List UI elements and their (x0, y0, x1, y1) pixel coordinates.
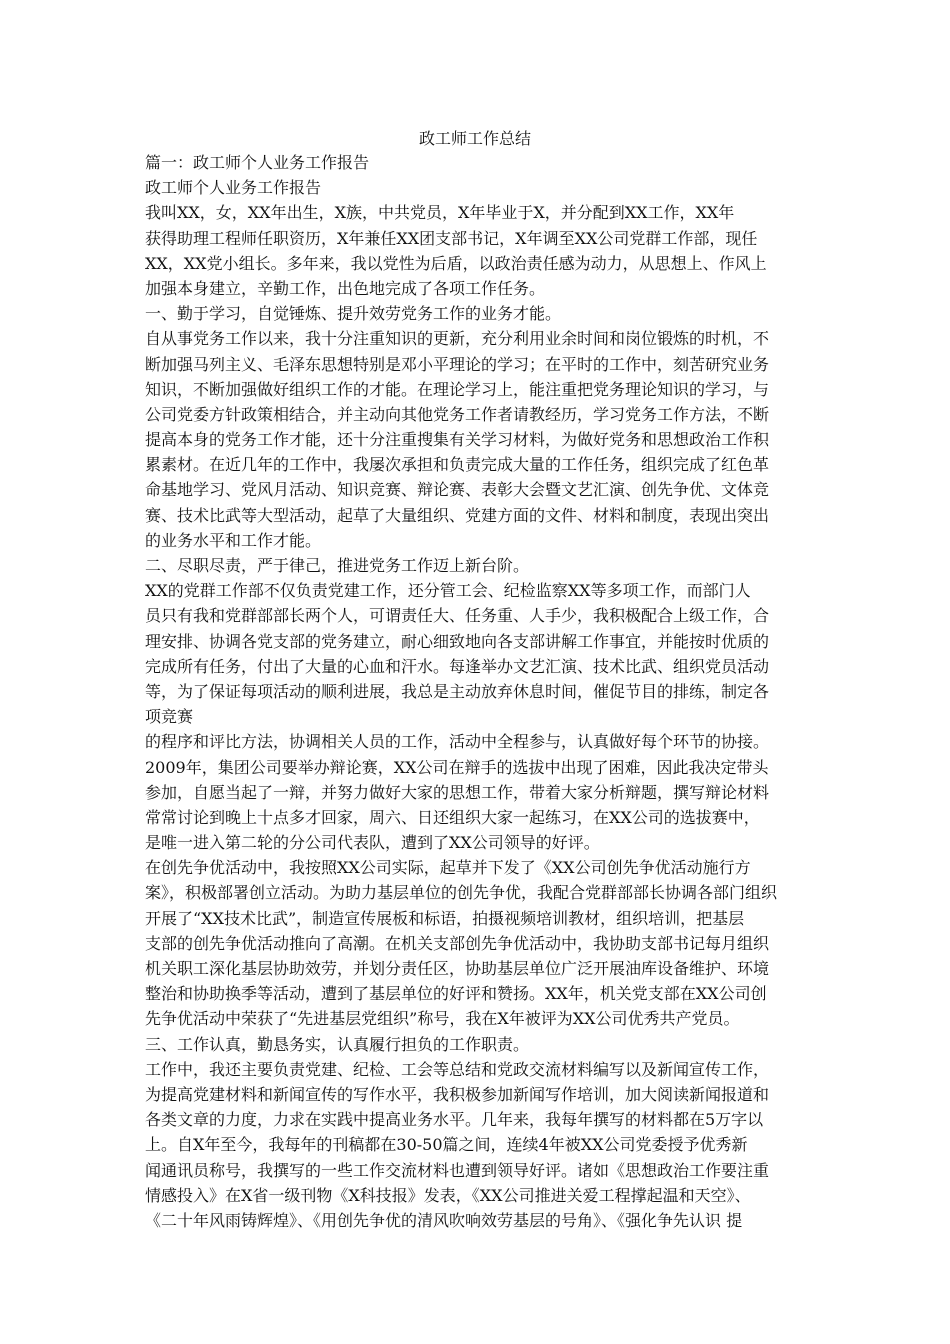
text-line: 命基地学习、党风月活动、知识竞赛、辩论赛、表彰大会暨文艺汇演、创先争优、文体竞 (145, 480, 770, 500)
text-line: XX，XX党小组长。多年来，我以党性为后盾，以政治责任感为动力，从思想上、作风上 (145, 253, 767, 273)
text-line: 断加强马列主义、毛泽东思想特别是邓小平理论的学习；在平时的工作中，刻苦研究业务 (145, 354, 770, 374)
text-line: 公司党委方针政策相结合，并主动向其他党务工作者请教经历，学习党务工作方法，不断 (145, 404, 770, 424)
text-line: XX的党群工作部不仅负责党建工作，还分管工会、纪检监察XX等多项工作，而部门人 (145, 581, 751, 601)
text-line: 各类文章的力度，力求在实践中提高业务水平。几年来，我每年撰写的材料都在5万字以 (145, 1110, 764, 1130)
text-line: 二、尽职尽责，严于律己，推进党务工作迈上新台阶。 (145, 556, 530, 575)
text-line: 累素材。在近几年的工作中，我屡次承担和负责完成大量的工作任务，组织完成了红色革 (145, 455, 770, 475)
text-line: 开展了“XX技术比武”，制造宣传展板和标语，拍摄视频培训教材，组织培训，把基层 (145, 908, 745, 928)
text-line: 加强本身建立，辛勤工作，出色地完成了各项工作任务。 (145, 278, 546, 298)
text-line: 项竞赛 (145, 707, 194, 727)
text-line: 上。自X年至今，我每年的刊稿都在30-50篇之间，连续4年被XX公司党委授予优秀新 (145, 1135, 748, 1155)
text-line: 获得助理工程师任职资历，X年兼任XX团支部书记，X年调至XX公司党群工作部，现任 (145, 228, 758, 248)
text-line: 政工师个人业务工作报告 (145, 178, 322, 198)
text-line: 提高本身的党务工作才能，还十分注重搜集有关学习材料，为做好党务和思想政治工作积 (145, 430, 770, 450)
document-body (145, 150, 810, 1233)
text-line: 自从事党务工作以来，我十分注重知识的更新，充分利用业余时间和岗位锻炼的时机，不 (145, 329, 770, 349)
text-line: 常常讨论到晚上十点多才回家，周六、日还组织大家一起练习，在XX公司的选拔赛中， (145, 807, 760, 827)
text-line: 三、工作认真，勤恳务实，认真履行担负的工作职责。 (145, 1034, 530, 1054)
text-line: 整治和协助换季等活动，遭到了基层单位的好评和赞扬。XX年，机关党支部在XX公司创 (145, 984, 767, 1004)
text-line: 参加，自愿当起了一辩，并努力做好大家的思想工作，带着大家分析辩题，撰写辩论材料 (145, 782, 770, 802)
text-line: 为提高党建材料和新闻宣传的写作水平，我积极参加新闻写作培训，加大阅读新闻报道和 (145, 1084, 770, 1104)
text-line: 我叫XX，女，XX年出生，X族，中共党员，X年毕业于X，并分配到XX工作，XX年 (145, 203, 735, 223)
text-line: 是唯一进入第二轮的分公司代表队，遭到了XX公司领导的好评。 (145, 833, 600, 853)
document-title: 政工师工作总结 (418, 129, 531, 148)
text-line: 2009年，集团公司要举办辩论赛，XX公司在辩手的选拔中出现了困难，因此我决定带头 (145, 757, 769, 777)
text-line: 的业务水平和工作才能。 (145, 530, 322, 550)
text-line: 员只有我和党群部部长两个人，可谓责任大、任务重、人手少，我积极配合上级工作，合 (145, 606, 770, 626)
text-line: 知识，不断加强做好组织工作的才能。在理论学习上，能注重把党务理论知识的学习，与 (145, 379, 770, 399)
text-line: 赛、技术比武等大型活动，起草了大量组织、党建方面的文件、材料和制度，表现出突出 (145, 505, 770, 525)
text-line: 案》，积极部署创立活动。为助力基层单位的创先争优，我配合党群部部长协调各部门组织 (145, 883, 778, 903)
text-line: 情感投入》在X省一级刊物《X科技报》发表，《XX公司推进关爱工程撑起温和天空》、 (145, 1185, 751, 1205)
text-line: 先争优活动中荣获了“先进基层党组织”称号，我在X年被评为XX公司优秀共产党员。 (145, 1009, 740, 1029)
text-line: 等，为了保证每项活动的顺利进展，我总是主动放弃休息时间，催促节目的排练，制定各 (145, 681, 770, 701)
text-line: 闻通讯员称号，我撰写的一些工作交流材料也遭到领导好评。诸如《思想政治工作要注重 (145, 1160, 770, 1180)
text-line: 完成所有任务，付出了大量的心血和汗水。每逢举办文艺汇演、技术比武、组织党员活动 (145, 656, 770, 676)
text-line: 在创先争优活动中，我按照XX公司实际，起草并下发了《XX公司创先争优活动施行方 (145, 858, 751, 878)
text-line: 支部的创先争优活动推向了高潮。在机关支部创先争优活动中，我协助支部书记每月组织 (145, 933, 770, 953)
text-line: 《二十年风雨铸辉煌》、《用创先争优的清风吹响效劳基层的号角》、《强化争先认识 提 (145, 1210, 743, 1230)
text-line: 理安排、协调各党支部的党务建立，耐心细致地向各支部讲解工作事宜，并能按时优质的 (145, 631, 770, 651)
text-line: 工作中，我还主要负责党建、纪检、工会等总结和党政交流材料编写以及新闻宣传工作， (145, 1059, 770, 1079)
text-line: 机关职工深化基层协助效劳，并划分责任区，协助基层单位广泛开展油库设备维护、环境 (145, 959, 770, 978)
text-line: 一、勤于学习，自觉锤炼、提升效劳党务工作的业务才能。 (145, 304, 562, 324)
text-line: 篇一：政工师个人业务工作报告 (145, 153, 370, 172)
text-line: 的程序和评比方法，协调相关人员的工作，活动中全程参与，认真做好每个环节的协接。 (145, 732, 770, 752)
